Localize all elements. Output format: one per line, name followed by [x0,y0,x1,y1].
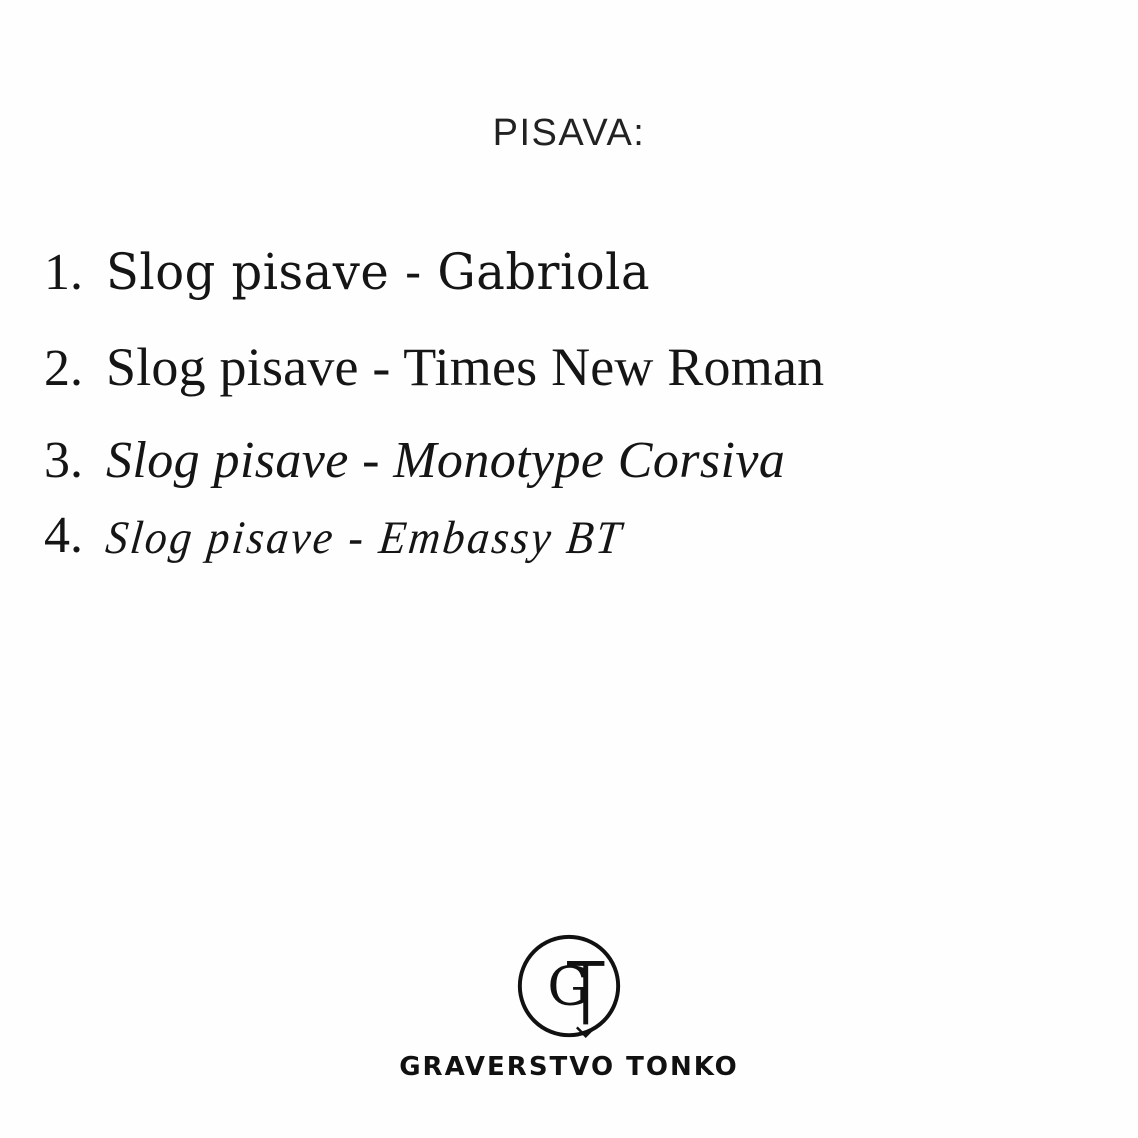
brand-name: GRAVERSTVO TONKO [399,1052,739,1082]
list-item-number: 3. [44,431,83,489]
list-item-number: 2. [44,340,83,397]
list-item [44,243,1094,301]
circle-monogram-icon [510,930,628,1048]
svg-text:G: G [547,955,590,1018]
list-item-label: Slog pisave - Monotype Corsiva [106,431,786,489]
list-item-label: Slog pisave - Gabriola [106,243,651,301]
brand-logo [0,930,1138,1082]
page-title: PISAVA: [492,112,646,154]
list-item-number: 1. [44,244,83,301]
list-item [44,339,1094,396]
font-style-list [44,243,1094,565]
list-item [44,431,1094,489]
list-item-label: Slog pisave - Times New Roman [106,337,825,397]
list-item-number: 4. [44,507,83,565]
list-item [44,507,1094,565]
list-item-label: Slog pisave - Embassy BT [103,511,626,564]
